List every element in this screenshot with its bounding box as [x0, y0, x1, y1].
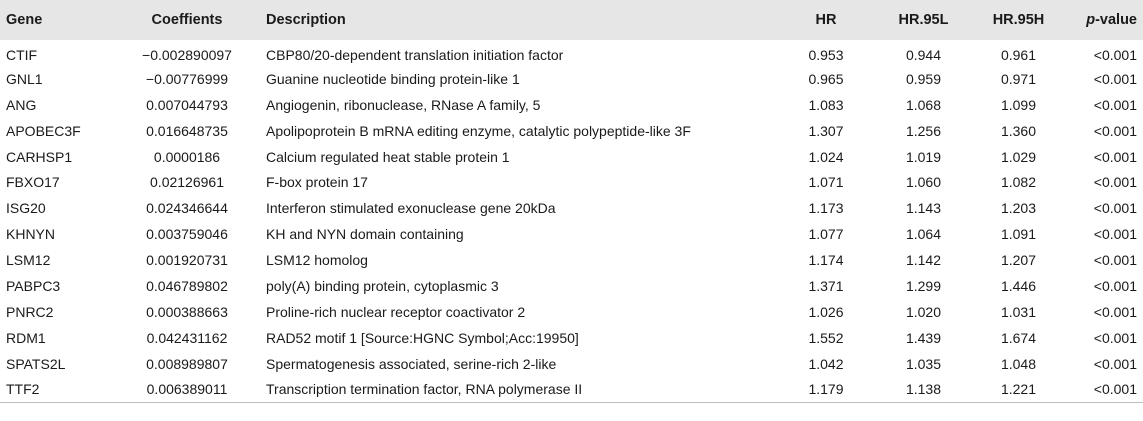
cell-description: Apolipoprotein B mRNA editing enzyme, catalytic polypeptide-like 3F: [266, 122, 691, 139]
cell-hr-95l: 1.142: [905, 252, 942, 269]
header-hr-95h: HR.95H: [992, 12, 1045, 28]
cell-hr-95l: 1.138: [905, 381, 942, 398]
cell-hr: 1.024: [808, 148, 844, 165]
cell-hr-95h: 1.082: [1000, 174, 1037, 191]
cell-hr-95l: 0.959: [905, 70, 942, 87]
cell-hr: 0.965: [808, 70, 844, 87]
cell-hr-95l: 1.068: [905, 96, 942, 113]
cell-p-value: <0.001: [1093, 226, 1137, 243]
cell-hr-95h: 1.446: [1000, 277, 1037, 294]
cell-hr-95h: 1.221: [1000, 381, 1037, 398]
cell-gene: KHNYN: [6, 226, 56, 243]
cell-gene: PNRC2: [6, 303, 54, 320]
cell-gene: GNL1: [6, 70, 43, 87]
cell-coefficient: 0.000388663: [146, 303, 228, 320]
table-row: [0, 377, 1143, 403]
header-p-value: [1066, 0, 1143, 40]
table-row: [0, 169, 1143, 195]
cell-coefficient: −0.00776999: [145, 70, 229, 87]
cell-p-value: <0.001: [1093, 96, 1137, 113]
header-row: [0, 0, 1143, 40]
cell-hr: 1.083: [808, 96, 844, 113]
cell-gene: RDM1: [6, 329, 46, 346]
cell-p-value: <0.001: [1093, 200, 1137, 217]
cell-hr-95l: 1.256: [905, 122, 942, 139]
cell-coefficient: 0.016648735: [146, 122, 228, 139]
cell-coefficient: 0.001920731: [146, 252, 228, 269]
cell-hr-95h: 1.360: [1000, 122, 1037, 139]
table-row: [0, 221, 1143, 247]
cell-gene: PABPC3: [6, 277, 61, 294]
cell-coefficient: 0.02126961: [150, 174, 224, 191]
cell-hr-95h: 1.203: [1000, 200, 1037, 217]
cell-hr-95l: 1.143: [905, 200, 942, 217]
cell-hr: 1.174: [808, 252, 844, 269]
cell-p-value: <0.001: [1093, 148, 1137, 165]
cell-p-value: <0.001: [1093, 355, 1137, 372]
table-row: [0, 66, 1143, 92]
cell-hr: 0.953: [808, 46, 844, 63]
cell-description: CBP80/20-dependent translation initiation factor: [266, 46, 564, 63]
cell-description: poly(A) binding protein, cytoplasmic 3: [266, 277, 499, 294]
cell-hr-95h: 1.091: [1000, 226, 1037, 243]
cell-hr-95l: 0.944: [905, 46, 942, 63]
cell-description: Calcium regulated heat stable protein 1: [266, 148, 510, 165]
cell-p-value: <0.001: [1093, 70, 1137, 87]
cell-hr-95l: 1.035: [905, 355, 942, 372]
header-gene: Gene: [6, 12, 43, 28]
header-hr-95l: HR.95L: [898, 12, 949, 28]
cell-coefficient: 0.046789802: [146, 277, 228, 294]
cell-hr-95l: 1.019: [905, 148, 942, 165]
cell-description: Spermatogenesis associated, serine-rich 2-like: [266, 355, 557, 372]
cell-p-value: <0.001: [1093, 277, 1137, 294]
cell-hr: 1.173: [808, 200, 844, 217]
header-coefficients: Coeffients: [151, 12, 223, 28]
cell-coefficient: 0.042431162: [146, 329, 228, 346]
cell-gene: CARHSP1: [6, 148, 73, 165]
cell-hr-95l: 1.020: [905, 303, 942, 320]
cell-p-value: <0.001: [1093, 381, 1137, 398]
cell-gene: FBXO17: [6, 174, 60, 191]
table-row: [0, 325, 1143, 351]
cell-p-value: <0.001: [1093, 46, 1137, 63]
cell-hr-95l: 1.439: [905, 329, 942, 346]
cell-hr-95h: 0.961: [1000, 46, 1037, 63]
cell-gene: ISG20: [6, 200, 46, 217]
cell-hr: 1.071: [808, 174, 844, 191]
cell-coefficient: 0.003759046: [146, 226, 228, 243]
cell-hr: 1.371: [808, 277, 844, 294]
cell-hr-95h: 0.971: [1000, 70, 1037, 87]
table-row: [0, 351, 1143, 377]
cell-hr: 1.179: [808, 381, 844, 398]
cell-description: KH and NYN domain containing: [266, 226, 464, 243]
cell-description: Transcription termination factor, RNA polymerase II: [266, 381, 583, 398]
cell-hr-95l: 1.060: [905, 174, 942, 191]
cell-gene: TTF2: [6, 381, 40, 398]
cell-hr: 1.026: [808, 303, 844, 320]
cell-hr-95h: 1.031: [1000, 303, 1037, 320]
cell-hr: 1.042: [808, 355, 844, 372]
cell-description: LSM12 homolog: [266, 252, 368, 269]
cell-gene: APOBEC3F: [6, 122, 81, 139]
cell-coefficient: 0.0000186: [153, 148, 221, 165]
cell-gene: CTIF: [6, 46, 38, 63]
table-row: [0, 273, 1143, 299]
table-header: [0, 0, 1143, 40]
table-row: [0, 118, 1143, 144]
table-row: [0, 195, 1143, 221]
table-body: [0, 40, 1143, 402]
cell-p-value: <0.001: [1093, 303, 1137, 320]
table-row: [0, 247, 1143, 273]
cell-description: F-box protein 17: [266, 174, 368, 191]
cell-p-value: <0.001: [1093, 122, 1137, 139]
table-row: [0, 144, 1143, 170]
cell-description: Angiogenin, ribonuclease, RNase A family, 5: [266, 96, 541, 113]
header-p-suffix: -value: [1095, 12, 1137, 28]
cell-gene: ANG: [6, 96, 37, 113]
cell-p-value: <0.001: [1093, 174, 1137, 191]
cell-coefficient: −0.002890097: [142, 46, 232, 63]
table-row: [0, 92, 1143, 118]
cell-hr-95l: 1.064: [905, 226, 942, 243]
cell-description: RAD52 motif 1 [Source:HGNC Symbol;Acc:19950]: [266, 329, 579, 346]
cell-hr-95h: 1.099: [1000, 96, 1037, 113]
cell-gene: SPATS2L: [6, 355, 66, 372]
cell-coefficient: 0.024346644: [146, 200, 228, 217]
header-p-italic: p: [1086, 12, 1096, 28]
cell-description: Interferon stimulated exonuclease gene 20kDa: [266, 200, 556, 217]
cell-description: Proline-rich nuclear receptor coactivator 2: [266, 303, 526, 320]
cell-hr-95h: 1.674: [1000, 329, 1037, 346]
cell-coefficient: 0.008989807: [146, 355, 228, 372]
cell-hr-95h: 1.029: [1000, 148, 1037, 165]
table-row: [0, 299, 1143, 325]
table-row: [0, 40, 1143, 66]
header-description: Description: [266, 12, 346, 28]
cell-coefficient: 0.006389011: [146, 381, 228, 398]
cell-hr-95l: 1.299: [905, 277, 942, 294]
cell-hr: 1.552: [808, 329, 844, 346]
cell-p-value: <0.001: [1093, 329, 1137, 346]
cell-hr-95h: 1.207: [1000, 252, 1037, 269]
cell-gene: LSM12: [6, 252, 51, 269]
cell-description: Guanine nucleotide binding protein-like 1: [266, 70, 520, 87]
header-hr: HR: [815, 12, 837, 28]
cell-coefficient: 0.007044793: [146, 96, 228, 113]
cell-hr: 1.077: [808, 226, 844, 243]
cell-hr: 1.307: [808, 122, 844, 139]
cell-p-value: <0.001: [1093, 252, 1137, 269]
cell-hr-95h: 1.048: [1000, 355, 1037, 372]
